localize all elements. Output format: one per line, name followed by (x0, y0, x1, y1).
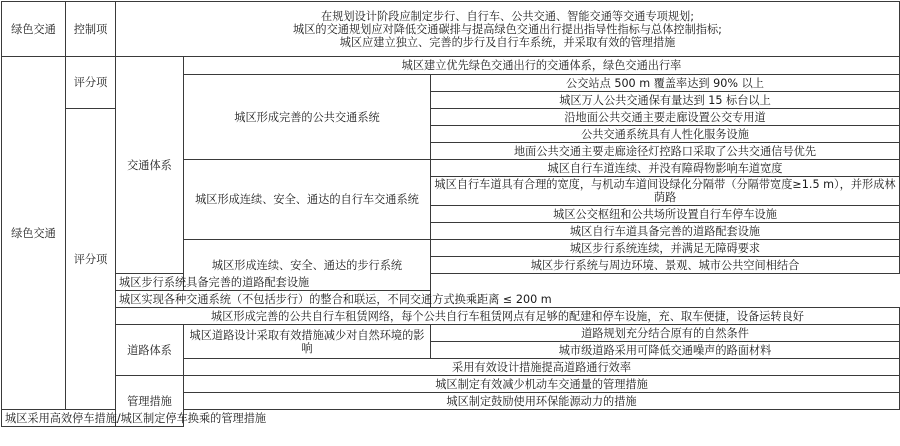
criterion-cell: 城区制定有效减少机动车交通量的管理措施 (184, 376, 900, 393)
criterion-cell: 城区自行车道具有合理的宽度，与机动车道间设绿化分隔带（分隔带宽度≥1.5 m），并形成林荫路 (431, 177, 900, 206)
item-type-cell: 评分项 (66, 57, 116, 109)
criterion-cell: 城区万人公共交通保有量达到 15 标台以上 (431, 92, 900, 109)
subsystem-cell: 交通体系 (116, 57, 184, 274)
control-item-line: 城区应建立独立、完善的步行及自行车系统，并采取有效的管理措施 (339, 35, 676, 49)
control-item-line: 在规划设计阶段应制定步行、自行车、公共交通、智能交通等交通专项规划; (321, 9, 694, 23)
control-item-line: 城区的交通规划应对降低交通碳排与提高绿色交通出行提出指导性指标与总体控制指标; (293, 22, 722, 36)
criterion-cell: 城区步行系统具备完善的道路配套设施 (116, 274, 184, 291)
criterion-group-cell: 城区形成完善的公共交通系统 (184, 75, 431, 160)
criterion-cell: 采用有效设计措施提高道路通行效率 (184, 359, 900, 376)
category-cell: 绿色交通 (2, 57, 66, 410)
criterion-cell: 沿地面公共交通主要走廊设置公交专用道 (431, 109, 900, 126)
item-type-cell: 控制项 (66, 2, 116, 57)
criterion-cell: 城区制定鼓励使用环保能源动力的措施 (184, 393, 900, 410)
criterion-cell: 城区实现各种交通系统（不包括步行）的整合和联运，不同交通方式换乘距离 ≤ 200 m (116, 291, 431, 308)
green-transport-table (1, 1, 900, 427)
criterion-cell: 城区形成完善的公共自行车租赁网络，每个公共自行车租赁网点有足够的配建和停车设施，充、取车便捷，设备运转良好 (116, 308, 900, 325)
criterion-cell: 城市级道路采用可降低交通噪声的路面材料 (431, 342, 900, 359)
item-type-cell: 评分项 (66, 109, 116, 410)
criterion-cell: 公共交通系统具有人性化服务设施 (431, 126, 900, 143)
criterion-cell: 城区建立优先绿色交通出行的交通体系，绿色交通出行率 (184, 57, 900, 75)
criterion-cell: 道路规划充分结合原有的自然条件 (431, 325, 900, 342)
criterion-cell: 城区步行系统连续，并满足无障碍要求 (431, 240, 900, 257)
criterion-group-cell: 城区形成连续、安全、通达的步行系统 (184, 240, 431, 291)
criterion-group-cell: 城区形成连续、安全、通达的自行车交通系统 (184, 160, 431, 240)
criterion-cell: 地面公共交通主要走廊途径灯控路口采取了公共交通信号优先 (431, 143, 900, 160)
criterion-cell: 城区公交枢纽和公共场所设置自行车停车设施 (431, 206, 900, 223)
subsystem-cell: 管理措施 (116, 376, 184, 427)
criterion-cell: 城区自行车道连续、并没有障碍物影响车道宽度 (431, 160, 900, 177)
criterion-cell: 城区采用高效停车措施/城区制定停车换乘的管理措施 (2, 410, 116, 427)
category-cell: 绿色交通 (2, 2, 66, 57)
criterion-cell: 公交站点 500 m 覆盖率达到 90% 以上 (431, 75, 900, 92)
subsystem-cell: 道路体系 (116, 325, 184, 376)
criterion-cell: 城区自行车道具备完善的道路配套设施 (431, 223, 900, 240)
criterion-group-cell: 城区道路设计采取有效措施减少对自然环境的影响 (184, 325, 431, 359)
control-items-cell (116, 2, 900, 57)
criterion-cell: 城区步行系统与周边环境、景观、城市公共空间相结合 (431, 257, 900, 274)
